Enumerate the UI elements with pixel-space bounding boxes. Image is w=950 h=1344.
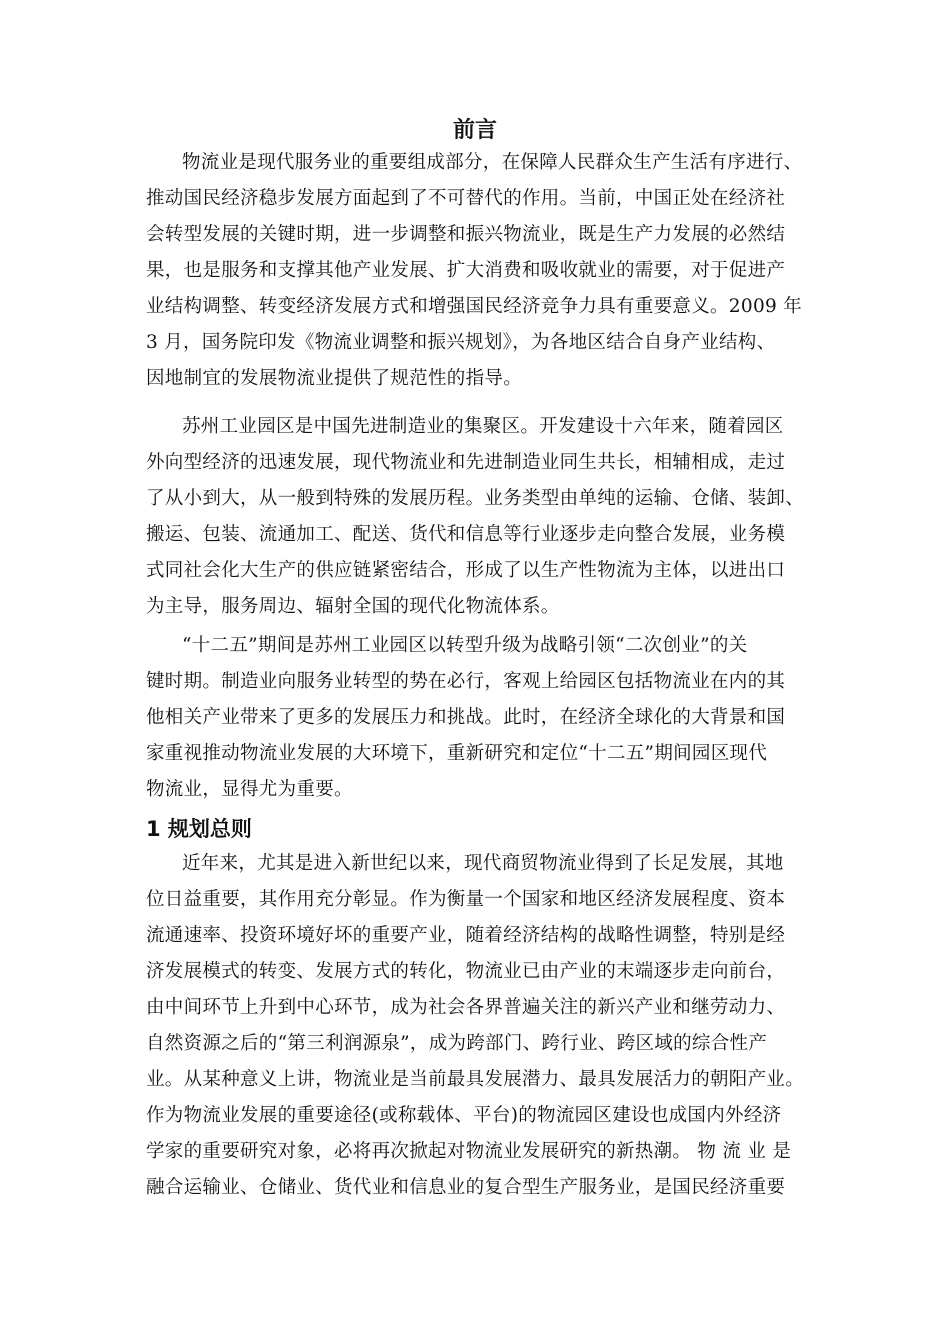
preface-paragraph-3 <box>146 628 810 808</box>
text-line: 为主导，服务周边、辐射全国的现代化物流体系。 <box>146 596 560 617</box>
text-line: 学家的重要研究对象，必将再次掀起对物流业发展研究的新热潮。 物 流 业 是 <box>146 1141 792 1162</box>
text-line: 推动国民经济稳步发展方面起到了不可替代的作用。当前，中国正处在经济社 <box>146 188 786 209</box>
text-line: 外向型经济的迅速发展，现代物流业和先进制造业同生共长，相辅相成，走过 <box>146 452 786 473</box>
preface-paragraph-2 <box>146 409 810 625</box>
text-line: 搬运、包装、流通加工、配送、货代和信息等行业逐步走向整合发展，业务模 <box>146 524 786 545</box>
text-line: 位日益重要，其作用充分彰显。作为衡量一个国家和地区经济发展程度、资本 <box>146 889 786 910</box>
text-line: 会转型发展的关键时期，进一步调整和振兴物流业，既是生产力发展的必然结 <box>146 224 786 245</box>
text-line: 他相关产业带来了更多的发展压力和挑战。此时，在经济全球化的大背景和国 <box>146 707 786 728</box>
text-line: 济发展模式的转变、发展方式的转化，物流业已由产业的末端逐步走向前台， <box>146 961 786 982</box>
text-line: 物流业是现代服务业的重要组成部分，在保障人民群众生产生活有序进行、 <box>182 152 803 173</box>
text-line: 物流业，显得尤为重要。 <box>146 779 353 800</box>
text-line: 式同社会化大生产的供应链紧密结合，形成了以生产性物流为主体，以进出口 <box>146 560 786 581</box>
text-line: 融合运输业、仓储业、货代业和信息业的复合型生产服务业，是国民经济重要 <box>146 1177 786 1198</box>
text-line: 业结构调整、转变经济发展方式和增强国民经济竞争力具有重要意义。2009 年 <box>146 296 803 317</box>
text-line: 果，也是服务和支撑其他产业发展、扩大消费和吸收就业的需要，对于促进产 <box>146 260 786 281</box>
text-line: 3 月，国务院印发《物流业调整和振兴规划》，为各地区结合自身产业结构、 <box>146 332 776 353</box>
text-line: 苏州工业园区是中国先进制造业的集聚区。开发建设十六年来，随着园区 <box>182 416 784 437</box>
text-line: 了从小到大，从一般到特殊的发展历程。业务类型由单纯的运输、仓储、装卸、 <box>146 488 805 509</box>
section-heading: 1 规划总则 <box>146 817 252 841</box>
text-line: 由中间环节上升到中心环节，成为社会各界普遍关注的新兴产业和继劳动力、 <box>146 997 786 1018</box>
section-1-paragraph-1 <box>146 846 810 1206</box>
text-line: “十二五”期间是苏州工业园区以转型升级为战略引领“二次创业”的关 <box>182 635 748 656</box>
text-line: 作为物流业发展的重要途径(或称载体、平台)的物流园区建设也成国内外经济 <box>146 1105 782 1126</box>
text-line: 因地制宜的发展物流业提供了规范性的指导。 <box>146 368 523 389</box>
text-line: 键时期。制造业向服务业转型的势在必行，客观上给园区包括物流业在内的其 <box>146 671 786 692</box>
document-title: 前言 <box>452 118 497 143</box>
text-line: 自然资源之后的“第三利润源泉”，成为跨部门、跨行业、跨区域的综合性产 <box>146 1033 768 1054</box>
text-line: 流通速率、投资环境好坏的重要产业，随着经济结构的战略性调整，特别是经 <box>146 925 786 946</box>
text-line: 近年来，尤其是进入新世纪以来，现代商贸物流业得到了长足发展，其地 <box>182 853 784 874</box>
preface-paragraph-1 <box>146 145 810 397</box>
text-line: 家重视推动物流业发展的大环境下，重新研究和定位“十二五”期间园区现代 <box>146 743 768 764</box>
text-line: 业。从某种意义上讲，物流业是当前最具发展潜力、最具发展活力的朝阳产业。 <box>146 1069 805 1090</box>
